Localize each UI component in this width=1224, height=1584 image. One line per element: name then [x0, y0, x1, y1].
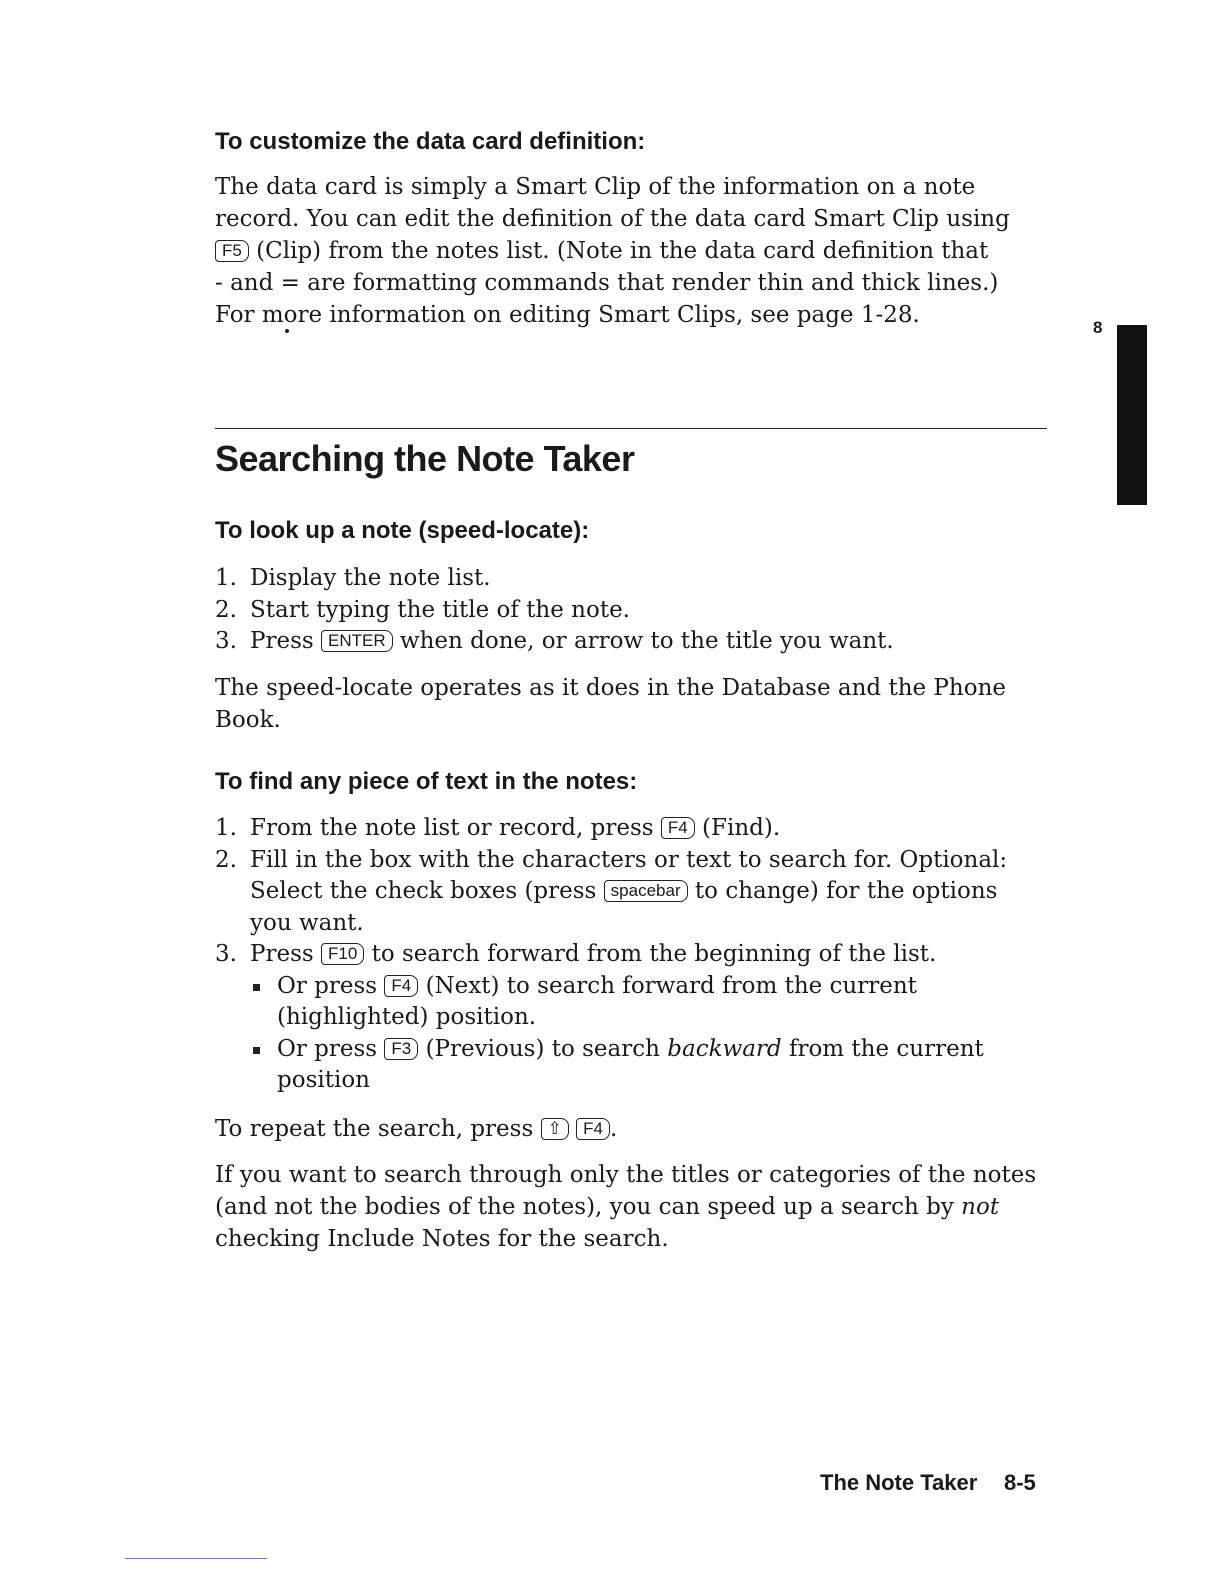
tip-paragraph	[215, 1159, 1055, 1255]
step-text: (highlighted) position.	[277, 1004, 537, 1030]
f10-key: F10	[321, 943, 364, 965]
step-text: Or press	[277, 1035, 385, 1062]
text-span: (Clip) from the notes list. (Note in the data card definition that	[248, 238, 989, 264]
list-item	[215, 595, 1075, 627]
bullet-icon	[253, 1047, 260, 1054]
f4-key: F4	[384, 975, 418, 997]
list-item	[215, 626, 1075, 658]
step-text: (Previous) to search	[418, 1035, 668, 1062]
step-text: Start typing the title of the note.	[250, 596, 630, 623]
chapter-tab-number: 8	[1093, 318, 1103, 337]
text-line	[215, 235, 1055, 267]
list-item	[215, 845, 1075, 940]
step-text: you want.	[250, 909, 364, 936]
step-text: Fill in the box with the characters or text to search for. Optional:	[250, 846, 1008, 873]
step-text: position	[277, 1067, 370, 1093]
text-line: - and = are formatting commands that render thin and thick lines.)	[215, 270, 999, 296]
lookup-heading: To look up a note (speed-locate):	[215, 517, 590, 544]
section-rule	[215, 428, 1047, 429]
step-text: (Next) to search forward from the current	[418, 972, 917, 999]
list-item	[215, 971, 1075, 1034]
list-item	[215, 939, 1075, 971]
text-line: Book.	[215, 707, 281, 733]
shift-key-icon: ⇧	[541, 1118, 569, 1140]
text-line	[215, 1191, 1055, 1223]
lookup-steps	[215, 563, 1075, 658]
customize-heading: To customize the data card definition:	[215, 128, 646, 155]
list-item	[215, 1034, 1075, 1097]
step-text-line	[277, 1034, 1075, 1066]
text-line: For more information on editing Smart Clips, see page 1-28.	[215, 302, 920, 328]
find-steps	[215, 813, 1075, 1097]
f4-key: F4	[661, 817, 695, 839]
step-text: from the current	[781, 1035, 984, 1062]
f5-key: F5	[215, 240, 249, 262]
footer-chapter-title: The Note Taker	[820, 1470, 978, 1495]
find-heading: To find any piece of text in the notes:	[215, 768, 638, 795]
emphasis: not	[961, 1194, 1000, 1220]
text-line: If you want to search through only the titles or categories of the notes	[215, 1162, 1037, 1188]
text-span: To repeat the search, press	[215, 1116, 541, 1142]
step-number: 3.	[215, 941, 237, 967]
emphasis: backward	[667, 1035, 782, 1062]
step-number: 2.	[215, 846, 237, 873]
list-item	[215, 813, 1075, 845]
bullet-icon	[253, 984, 260, 991]
f3-key: F3	[384, 1038, 418, 1060]
text-line: checking Include Notes for the search.	[215, 1226, 669, 1252]
spacebar-key: spacebar	[604, 880, 688, 902]
text-span: .	[610, 1116, 618, 1142]
step-text: From the note list or record, press	[250, 815, 661, 841]
lookup-note	[215, 672, 1055, 736]
customize-paragraph	[215, 171, 1055, 331]
step-text: to change) for the options	[687, 878, 998, 904]
enter-key: ENTER	[321, 630, 393, 652]
text-line: record. You can edit the definition of the data card Smart Clip using	[215, 206, 1010, 232]
chapter-thumb-tab	[1117, 325, 1147, 505]
step-text: Press	[250, 941, 321, 967]
list-item	[215, 563, 1075, 595]
step-text: when done, or arrow to the title you want.	[392, 628, 894, 654]
step-number: 1.	[215, 815, 237, 841]
scan-dot	[285, 329, 289, 333]
scan-artifact-line	[125, 1558, 267, 1559]
repeat-paragraph	[215, 1113, 1055, 1145]
step-number: 3.	[215, 628, 237, 654]
step-text: Press	[250, 628, 321, 654]
step-text-line	[250, 876, 1075, 908]
step-text: Or press	[277, 972, 385, 999]
step-text: to search forward from the beginning of the list.	[364, 941, 937, 967]
text-line: The speed-locate operates as it does in the Database and the Phone	[215, 675, 1006, 701]
section-title: Searching the Note Taker	[215, 438, 635, 479]
text-span: (and not the bodies of the notes), you can speed up a search by	[215, 1194, 962, 1220]
step-text: Display the note list.	[250, 565, 491, 591]
step-text-line	[277, 971, 1075, 1003]
f4-key: F4	[576, 1118, 610, 1140]
text-line: The data card is simply a Smart Clip of the information on a note	[215, 174, 976, 200]
step-text: Select the check boxes (press	[250, 878, 604, 904]
text-line	[215, 1113, 1055, 1145]
step-text: (Find).	[694, 815, 781, 841]
footer-page-number: 8-5	[1004, 1470, 1036, 1495]
step-number: 1.	[215, 565, 237, 591]
step-number: 2.	[215, 596, 237, 623]
